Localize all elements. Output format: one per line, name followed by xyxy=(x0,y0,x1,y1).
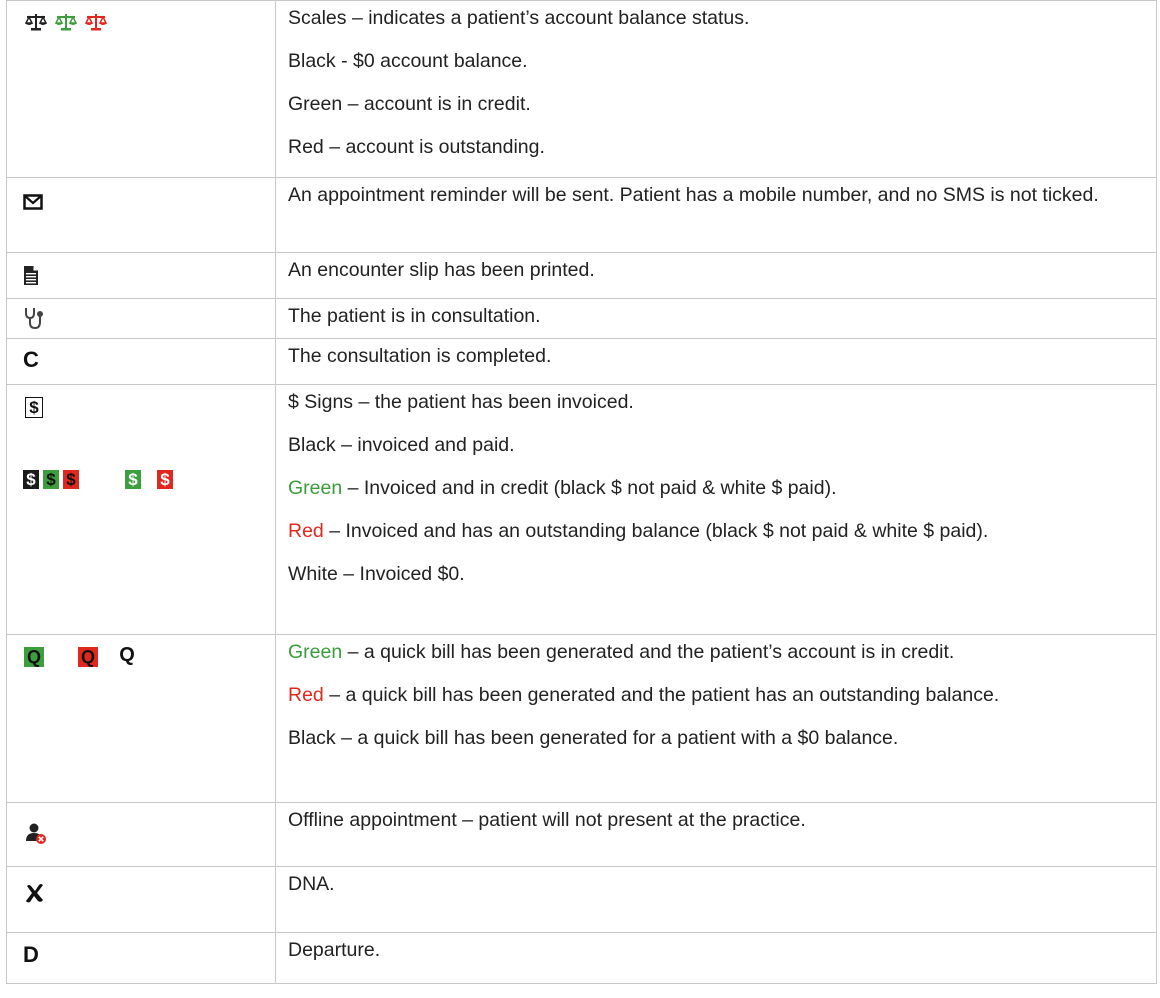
dollar-black-icon: $ xyxy=(23,470,39,489)
scales-red-icon xyxy=(85,13,107,31)
legend-text: The patient is in consultation. xyxy=(288,305,541,327)
status-icon-legend-table xyxy=(6,0,1157,984)
icon-cell xyxy=(7,178,276,253)
description-cell xyxy=(276,803,1157,867)
legend-text: White – Invoiced $0. xyxy=(288,563,465,585)
dollar-green-black-icon: $ xyxy=(43,470,59,489)
legend-row-quick-bill xyxy=(7,635,1157,803)
description-cell xyxy=(276,1,1157,178)
legend-text: Black – a quick bill has been generated for a patient with a $0 balance. xyxy=(288,727,899,749)
description-cell xyxy=(276,299,1157,339)
legend-text: Departure. xyxy=(288,939,381,961)
description-cell xyxy=(276,339,1157,385)
legend-text: Black - $0 account balance. xyxy=(288,50,528,72)
scales-green-icon xyxy=(55,13,77,31)
dollar-red-white-icon: $ xyxy=(157,470,173,489)
dollar-outline-icon: $ xyxy=(25,397,43,418)
legend-text xyxy=(288,520,1108,543)
departure-letter-icon: D xyxy=(23,942,39,967)
legend-text: DNA. xyxy=(288,873,335,895)
scales-black-icon xyxy=(25,13,47,31)
legend-row-dna xyxy=(7,867,1157,933)
legend-text: $ Signs – the patient has been invoiced. xyxy=(288,391,634,413)
cross-icon xyxy=(25,883,45,903)
legend-row-scales xyxy=(7,1,1157,178)
legend-text: Offline appointment – patient will not present at the practice. xyxy=(288,809,806,831)
legend-row-invoiced xyxy=(7,385,1157,635)
red-description: – a quick bill has been generated and the patient has an outstanding balance. xyxy=(323,684,1000,706)
legend-row-encounter-slip xyxy=(7,253,1157,299)
description-cell xyxy=(276,933,1157,984)
icon-cell xyxy=(7,385,276,635)
description-cell xyxy=(276,178,1157,253)
legend-text xyxy=(288,477,1144,500)
icon-cell xyxy=(7,299,276,339)
red-label: Red xyxy=(288,684,324,706)
icon-cell xyxy=(7,867,276,933)
quick-bill-green-icon: Q xyxy=(24,647,44,667)
dollar-green-white-icon: $ xyxy=(125,470,141,489)
document-icon xyxy=(24,266,38,285)
description-cell xyxy=(276,867,1157,933)
icon-cell xyxy=(7,339,276,385)
red-description: – Invoiced and has an outstanding balance (black $ not paid & white $ paid). xyxy=(323,520,989,542)
legend-text: Scales – indicates a patient’s account balance status. xyxy=(288,7,750,29)
legend-text: Black – invoiced and paid. xyxy=(288,434,515,456)
icon-cell xyxy=(7,253,276,299)
description-cell xyxy=(276,635,1157,803)
legend-row-completed xyxy=(7,339,1157,385)
description-cell xyxy=(276,253,1157,299)
legend-text xyxy=(288,641,1144,664)
legend-text: An appointment reminder will be sent. Patient has a mobile number, and no SMS is not ticked. xyxy=(288,184,1099,206)
legend-row-in-consultation xyxy=(7,299,1157,339)
icon-cell xyxy=(7,933,276,984)
red-label: Red xyxy=(288,520,324,542)
green-description: – a quick bill has been generated and the patient’s account is in credit. xyxy=(342,641,955,663)
icon-cell xyxy=(7,1,276,178)
completed-letter-icon: C xyxy=(23,347,39,372)
dollar-red-black-icon: $ xyxy=(63,470,79,489)
legend-row-reminder xyxy=(7,178,1157,253)
description-cell xyxy=(276,385,1157,635)
green-label: Green xyxy=(288,477,343,499)
icon-cell xyxy=(7,803,276,867)
stethoscope-icon xyxy=(23,306,47,330)
quick-bill-black-icon: Q xyxy=(119,644,135,666)
green-label: Green xyxy=(288,641,343,663)
legend-text: An encounter slip has been printed. xyxy=(288,259,595,281)
legend-text: Red – account is outstanding. xyxy=(288,136,545,158)
legend-text: The consultation is completed. xyxy=(288,345,552,367)
envelope-icon xyxy=(23,194,43,210)
legend-text: Green – account is in credit. xyxy=(288,93,531,115)
legend-row-offline xyxy=(7,803,1157,867)
icon-cell xyxy=(7,635,276,803)
offline-person-icon xyxy=(25,823,47,845)
legend-row-departure xyxy=(7,933,1157,984)
legend-text xyxy=(288,684,1088,707)
green-description: – Invoiced and in credit (black $ not paid & white $ paid). xyxy=(342,477,837,499)
quick-bill-red-icon: Q xyxy=(78,647,98,667)
